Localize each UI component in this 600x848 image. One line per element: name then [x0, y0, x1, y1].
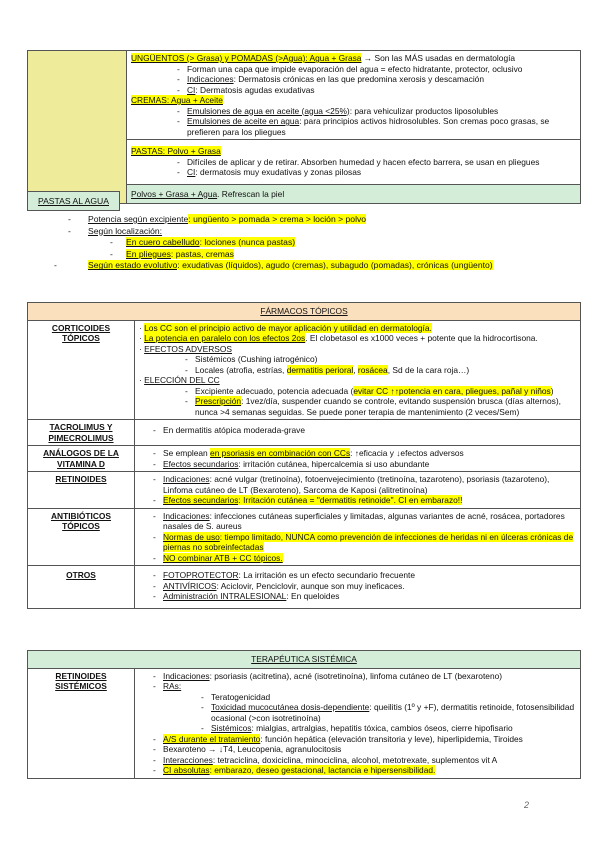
drug-detail-cell: - Indicaciones: psoriasis (acitretina), acné (isotretinoína), linfoma cutáneo de LT (bexaroteno) - RAs: - Teratogenicidad - Toxicidad mucocutánea dosis-dependiente: queilitis (1º y +F), dermatitis retinoide, fotosensibilidad ocasional (>con isotretinoína) - Sistémicos: mialgias, artralgias, hepatitis tóxica, cambios óseos, cierre hipofisario - A/S durante el tratamiento: función hepática (elevación transitoria y leve), hiperlipidemia, Tiroides - Bexaroteno → ↓T4, Leucopenia, agranulocitosis - Interacciones: tetraciclina, doxiciclina, minociclina, alcohol, metotrexate, suplementos vit A - CI absolutas: embarazo, deseo gestacional, lactancia e hipersensibilidad. [135, 668, 581, 778]
pastas-bullet: - Difíciles de aplicar y de retirar. Absorben humedad y hacen efecto barrera, se usan en pliegues [131, 157, 576, 168]
pastas-al-agua-cell: Polvos + Grasa + Agua. Refrescan la piel [127, 184, 581, 204]
pastas-heading: PASTAS: Polvo + Grasa [131, 146, 221, 156]
list-item: - En cuero cabelludo: lociones (nunca pastas) [68, 237, 558, 249]
pastas-al-agua-label: PASTAS AL AGUA [37, 196, 109, 206]
list-item: - Potencia según excipiente: ungüento > pomada > crema > loción > polvo [68, 214, 558, 226]
farmacos-topicos-title: FÁRMACOS TÓPICOS [260, 306, 348, 316]
table-row [28, 446, 581, 472]
page-number: 2 [524, 800, 530, 810]
terapeutica-sistemica-table [27, 650, 581, 779]
drug-name-cell: RETINOIDES SISTÉMICOS [28, 668, 135, 778]
drug-detail-cell: - Se emplean en psoriasis en combinación con CCs: ↑eficacia y ↓efectos adversos - Efectos secundarios: irritación cutánea, hipercalcemia si uso abundante [135, 446, 581, 472]
pastas-al-agua-label-cell [27, 191, 120, 211]
farmacos-topicos-title-cell [28, 303, 581, 321]
unguentos-cell [127, 51, 581, 140]
table-row [28, 668, 581, 778]
unguentos-bullet: - CI: Dermatosis agudas exudativas [131, 85, 576, 96]
list-item: - Según localización: [68, 226, 558, 238]
drug-name-cell: TACROLIMUS Y PIMECROLIMUS [28, 420, 135, 446]
cremas-bullet: - Emulsiones de aceite en agua: para principios activos hidrosolubles. Son cremas poco grasas, se prefieren para los pliegues [131, 116, 576, 137]
cremas-heading: CREMAS: Agua + Aceite [131, 95, 223, 105]
table-row [28, 420, 581, 446]
drug-detail-cell: - Indicaciones: acné vulgar (tretinoína), fotoenvejecimiento (tretinoína, tazaroteno), psoriasis (tazaroteno), Linfoma cutáneo de LT (Bexaroteno), Sarcoma de Kaposi (alitretinoína) - Efectos secundarios: Irritación cutánea = "dermatitis retinoide". CI en embarazo!! [135, 472, 581, 509]
terapeutica-sistemica-title: TERAPÉUTICA SISTÉMICA [251, 654, 357, 664]
formulations-table [27, 50, 581, 204]
list-item: - Según estado evolutivo: exudativas (líquidos), agudo (cremas), subagudo (pomadas), crónicas (ungüento) [54, 260, 558, 272]
drug-detail-cell: - En dermatitis atópica moderada-grave [135, 420, 581, 446]
farmacos-topicos-table [27, 302, 581, 609]
cremas-bullet: - Emulsiones de agua en aceite (agua <25%): para vehiculizar productos liposolubles [131, 106, 576, 117]
drug-name-cell: CORTICOIDES TÓPICOS [28, 320, 135, 420]
table-row [28, 472, 581, 509]
drug-detail-cell: - Indicaciones: infecciones cutáneas superficiales y limitadas, algunas variantes de acné, rosácea, portadores nasales de S. aureus - Normas de uso: tiempo limitado, NUNCA como prevención de infecciones de heridas ni en úlceras crónicas de piernas no sobreinfectadas - NO combinar ATB + CC tópicos. [135, 508, 581, 566]
terapeutica-sistemica-title-cell [28, 651, 581, 669]
unguentos-bullet: - Indicaciones: Dermatosis crónicas en las que predomina xerosis y descamación [131, 74, 576, 85]
drug-detail-cell: - FOTOPROTECTOR: La irritación es un efecto secundario frecuente - ANTIVÍRICOS: Aciclovir, Penciclovir, aunque son muy ineficaces. - Administración INTRALESIONAL: En queloides [135, 566, 581, 609]
drug-name-cell: ANÁLOGOS DE LA VITAMINA D [28, 446, 135, 472]
formulations-left-cell [28, 51, 127, 204]
list-item: - En pliegues: pastas, cremas [68, 249, 558, 261]
table-row [28, 320, 581, 420]
table-row [28, 566, 581, 609]
excipient-notes [68, 214, 558, 272]
drug-name-cell: RETINOIDES [28, 472, 135, 509]
unguentos-heading: UNGÜENTOS (> Grasa) y POMADAS (>Agua): Agua + Grasa [131, 53, 362, 63]
unguentos-bullet: - Forman una capa que impide evaporación del agua = efecto hidratante, protector, oclusivo [131, 64, 576, 75]
drug-name-cell: ANTIBIÓTICOS TÓPICOS [28, 508, 135, 566]
pastas-bullet: - CI: dermatosis muy exudativas y zonas pilosas [131, 167, 576, 178]
unguentos-heading-tail: → Son las MÁS usadas en dermatología [361, 53, 516, 63]
drug-name-cell: OTROS [28, 566, 135, 609]
pastas-cell [127, 140, 581, 185]
drug-detail-cell: · Los CC son el principio activo de mayor aplicación y utilidad en dermatología. · La potencia en paralelo con los efectos 2os. El clobetasol es x1000 veces + potente que la hidrocortisona. · EFECTOS ADVERSOS - Sistémicos (Cushing iatrogénico) - Locales (atrofia, estrías, dermatitis perioral, rosácea, Sd de la cara roja…) · ELECCIÓN DEL CC - Excipiente adecuado, potencia adecuada (evitar CC ↑↑potencia en cara, pliegues, pañal y niños) - Prescripción: 1vez/día, suspender cuando se controle, evitando suspensión brusca (días alternos), nunca >4 semanas seguidas. Se puede poner terapia de mantenimiento (2 veces/Sem) [135, 320, 581, 420]
table-row [28, 508, 581, 566]
